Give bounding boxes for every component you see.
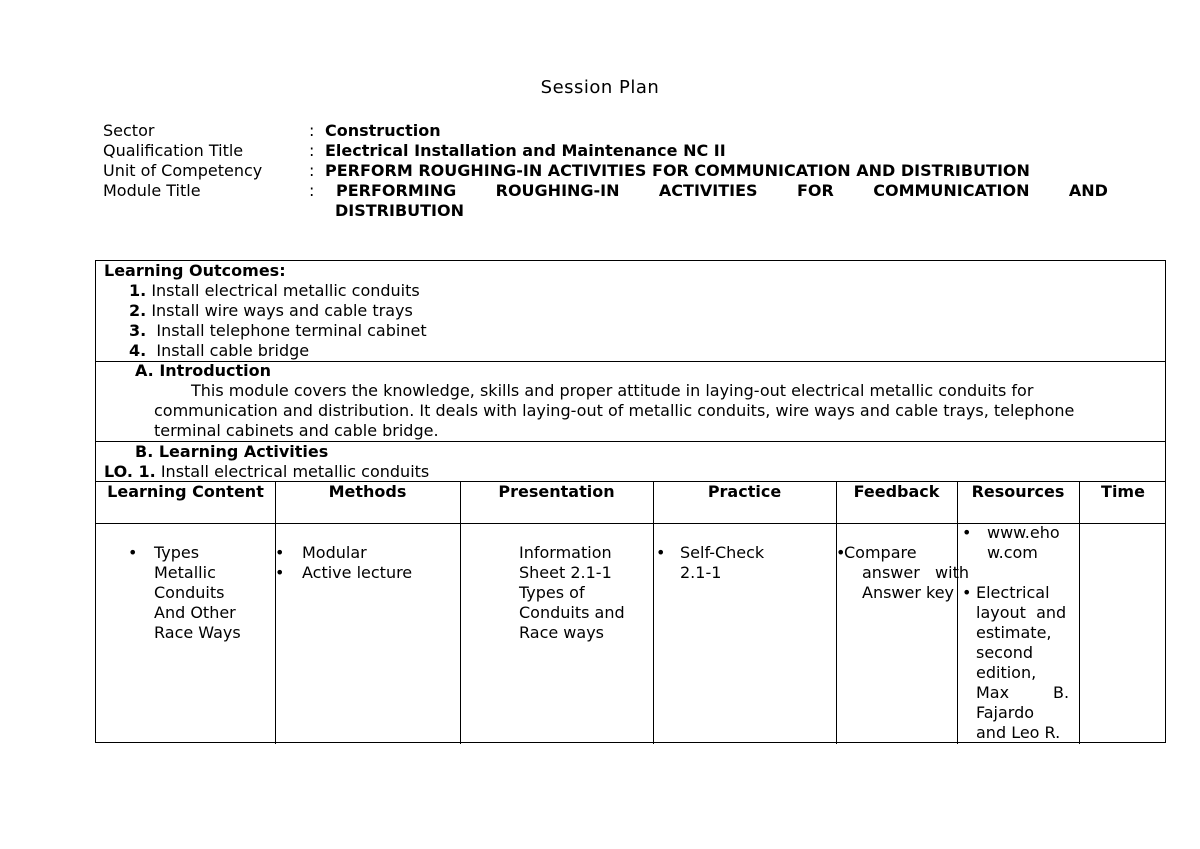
unit-row bbox=[103, 161, 1103, 181]
plan-metadata bbox=[103, 121, 1108, 221]
learning-activities-heading: B. Learning Activities bbox=[135, 442, 329, 461]
lo-label: LO. 1. bbox=[104, 462, 156, 481]
outcome-item bbox=[129, 321, 427, 341]
introduction-line: terminal cabinets and cable bridge. bbox=[154, 421, 439, 440]
qualification-label: Qualification Title bbox=[103, 141, 244, 160]
colon: : bbox=[309, 181, 315, 200]
resource-line: layout and bbox=[976, 603, 1067, 622]
module-label: Module Title bbox=[103, 181, 201, 200]
resource-line: and Leo R. bbox=[976, 723, 1061, 742]
presentation-line: Sheet 2.1-1 bbox=[519, 563, 612, 582]
module-value bbox=[336, 181, 1108, 201]
sector-label: Sector bbox=[103, 121, 155, 140]
content-line: And Other bbox=[154, 603, 236, 622]
resource-line: Electrical bbox=[976, 583, 1050, 602]
presentation-line: Race ways bbox=[519, 623, 604, 642]
bullet: • bbox=[128, 543, 138, 562]
method-item: Active lecture bbox=[302, 563, 413, 582]
module-word: AND bbox=[1068, 181, 1108, 200]
feedback-line: answer with bbox=[862, 563, 969, 582]
divider bbox=[653, 481, 654, 744]
outcome-text: Install electrical metallic conduits bbox=[151, 281, 420, 300]
header-time: Time bbox=[1101, 482, 1145, 501]
module-word: ROUGHING-IN bbox=[495, 181, 620, 200]
content-line: Metallic bbox=[154, 563, 216, 582]
resource-line: w.com bbox=[987, 543, 1038, 562]
header-methods: Methods bbox=[328, 482, 407, 501]
module-row bbox=[103, 181, 1108, 201]
outcome-number: 2. bbox=[129, 301, 147, 320]
feedback-line: Compare bbox=[844, 543, 917, 562]
resource-line: www.eho bbox=[987, 523, 1060, 542]
lo-text: Install electrical metallic conduits bbox=[160, 462, 430, 481]
content-line: Race Ways bbox=[154, 623, 241, 642]
outcome-item bbox=[129, 301, 413, 321]
outcome-number: 3. bbox=[129, 321, 147, 340]
introduction-line: This module covers the knowledge, skills and proper attitude in laying-out electrical metallic conduits for bbox=[191, 381, 1034, 400]
unit-label: Unit of Competency bbox=[103, 161, 263, 180]
presentation-line: Information bbox=[519, 543, 612, 562]
resource-line: edition, bbox=[976, 663, 1037, 682]
practice-line: Self-Check bbox=[680, 543, 765, 562]
outcome-item bbox=[129, 281, 420, 301]
bullet: • bbox=[962, 523, 972, 542]
resource-line: Fajardo bbox=[976, 703, 1035, 722]
resources-cell bbox=[957, 523, 1079, 744]
header-learning-content: Learning Content bbox=[107, 482, 264, 501]
unit-value: PERFORM ROUGHING-IN ACTIVITIES FOR COMMUNICATION AND DISTRIBUTION bbox=[325, 161, 1030, 180]
presentation-line: Conduits and bbox=[519, 603, 625, 622]
bullet: • bbox=[656, 543, 666, 562]
module-word: PERFORMING bbox=[336, 181, 457, 200]
divider bbox=[275, 481, 276, 744]
outcome-text: Install wire ways and cable trays bbox=[151, 301, 413, 320]
header-resources: Resources bbox=[971, 482, 1065, 501]
qualification-row bbox=[103, 141, 1103, 161]
lo-line bbox=[104, 462, 429, 482]
resource-line: B. bbox=[1053, 683, 1070, 702]
practice-line: 2.1-1 bbox=[680, 563, 722, 582]
outcome-number: 4. bbox=[129, 341, 147, 360]
bullet: • bbox=[275, 563, 285, 582]
page-title: Session Plan bbox=[540, 77, 660, 98]
learning-outcomes-heading: Learning Outcomes: bbox=[104, 261, 286, 280]
outcome-text: Install cable bridge bbox=[156, 341, 310, 360]
presentation-line: Types of bbox=[519, 583, 585, 602]
sector-row bbox=[103, 121, 1103, 141]
outcome-number: 1. bbox=[129, 281, 147, 300]
resource-line: estimate, bbox=[976, 623, 1052, 642]
header-presentation: Presentation bbox=[498, 482, 615, 501]
colon: : bbox=[309, 141, 315, 160]
qualification-value: Electrical Installation and Maintenance NC II bbox=[325, 141, 726, 160]
session-plan-table bbox=[95, 260, 1166, 743]
introduction-heading: A. Introduction bbox=[135, 361, 272, 380]
bullet: • bbox=[275, 543, 285, 562]
header-feedback: Feedback bbox=[853, 482, 940, 501]
method-item: Modular bbox=[302, 543, 367, 562]
resource-line: Max bbox=[976, 683, 1010, 702]
colon: : bbox=[309, 121, 315, 140]
module-word: FOR bbox=[796, 181, 834, 200]
bullet: • bbox=[836, 543, 846, 562]
bullet: • bbox=[962, 583, 972, 602]
module-row-continued bbox=[103, 201, 1103, 221]
module-word: COMMUNICATION bbox=[873, 181, 1030, 200]
resource-line: second bbox=[976, 643, 1034, 662]
outcome-text: Install telephone terminal cabinet bbox=[156, 321, 427, 340]
content-line: Conduits bbox=[154, 583, 225, 602]
module-value-line2: DISTRIBUTION bbox=[335, 201, 464, 220]
divider bbox=[836, 481, 837, 744]
outcome-item bbox=[129, 341, 309, 361]
sector-value: Construction bbox=[325, 121, 441, 140]
header-practice: Practice bbox=[707, 482, 782, 501]
module-word: ACTIVITIES bbox=[658, 181, 758, 200]
introduction-line: communication and distribution. It deals with laying-out of metallic conduits, wire ways and cable trays, telephone bbox=[154, 401, 1075, 420]
content-line: Types bbox=[154, 543, 200, 562]
divider bbox=[460, 481, 461, 744]
time-cell bbox=[1079, 523, 1167, 744]
colon: : bbox=[309, 161, 315, 180]
feedback-line: Answer key bbox=[862, 583, 955, 602]
